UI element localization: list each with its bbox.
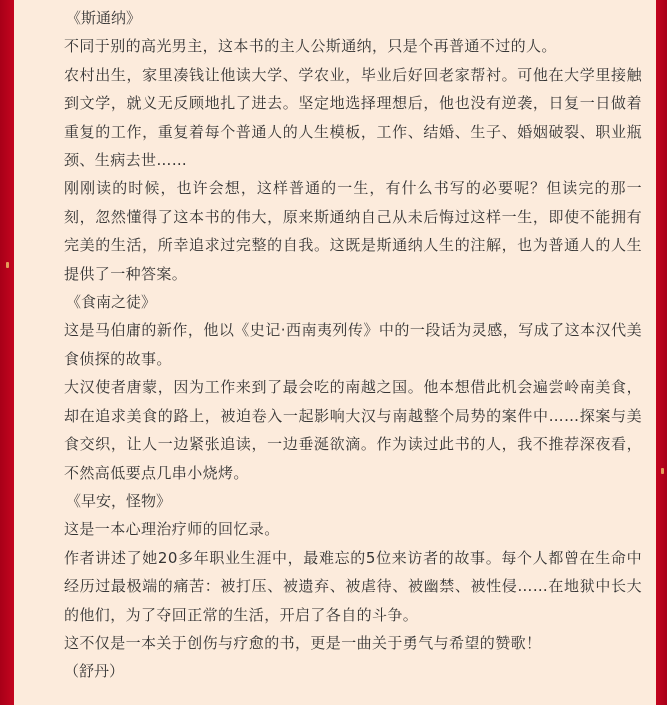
paragraph: 大汉使者唐蒙，因为工作来到了最会吃的南越之国。他本想借此机会遍尝岭南美食，却在追求美食的路上，被迫卷入一起影响大汉与南越整个局势的案件中……探案与美食交织，让人一边紧张追读，一边垂涎欲滴。作为读过此书的人，我不推荐深夜看，不然高低要点几串小烧烤。 — [64, 378, 642, 482]
paragraph: 这是一本心理治疗师的回忆录。 — [64, 520, 280, 539]
paragraph: 这是马伯庸的新作，他以《史记·西南夷列传》中的一段话为灵感，写成了这本汉代美食侦探的故事。 — [64, 321, 642, 368]
gold-fleck-decoration — [661, 468, 664, 474]
book-title: 《食南之徒》 — [66, 293, 157, 312]
book-title: 《早安，怪物》 — [66, 491, 172, 510]
paragraph: 刚刚读的时候，也许会想，这样普通的一生，有什么书写的必要呢？但读完的那一刻，忽然懂得了这本书的伟大，原来斯通纳自己从未后悔过这样一生，即使不能拥有完美的生活，所幸追求过完整的自我。这既是斯通纳人生的注解，也为普通人的人生提供了一种答案。 — [64, 179, 642, 283]
paragraph: 作者讲述了她20多年职业生涯中，最难忘的5位来访者的故事。每个人都曾在生命中经历过最极端的痛苦：被打压、被遗弃、被虐待、被幽禁、被性侵……在地狱中长大的他们，为了夺回正常的生活，开启了各自的斗争。 — [64, 548, 642, 624]
paragraph: 农村出生，家里凑钱让他读大学、学农业，毕业后好回老家帮衬。可他在大学里接触到文学，就义无反顾地扎了进去。坚定地选择理想后，他也没有逆袭，日复一日做着重复的工作，重复着每个普通人的人生模板，工作、结婚、生子、婚姻破裂、职业瓶颈、生病去世…… — [64, 65, 642, 170]
paragraph: 这不仅是一本关于创伤与疗愈的书，更是一曲关于勇气与希望的赞歌！ — [64, 633, 542, 652]
author-signature: （舒丹） — [64, 662, 125, 681]
right-red-border — [656, 0, 667, 705]
paragraph: 不同于别的高光男主，这本书的主人公斯通纳，只是个再普通不过的人。 — [64, 37, 557, 56]
article-body — [14, 0, 656, 705]
book-title: 《斯通纳》 — [66, 9, 142, 27]
gold-fleck-decoration — [6, 262, 9, 268]
left-red-border — [0, 0, 14, 705]
